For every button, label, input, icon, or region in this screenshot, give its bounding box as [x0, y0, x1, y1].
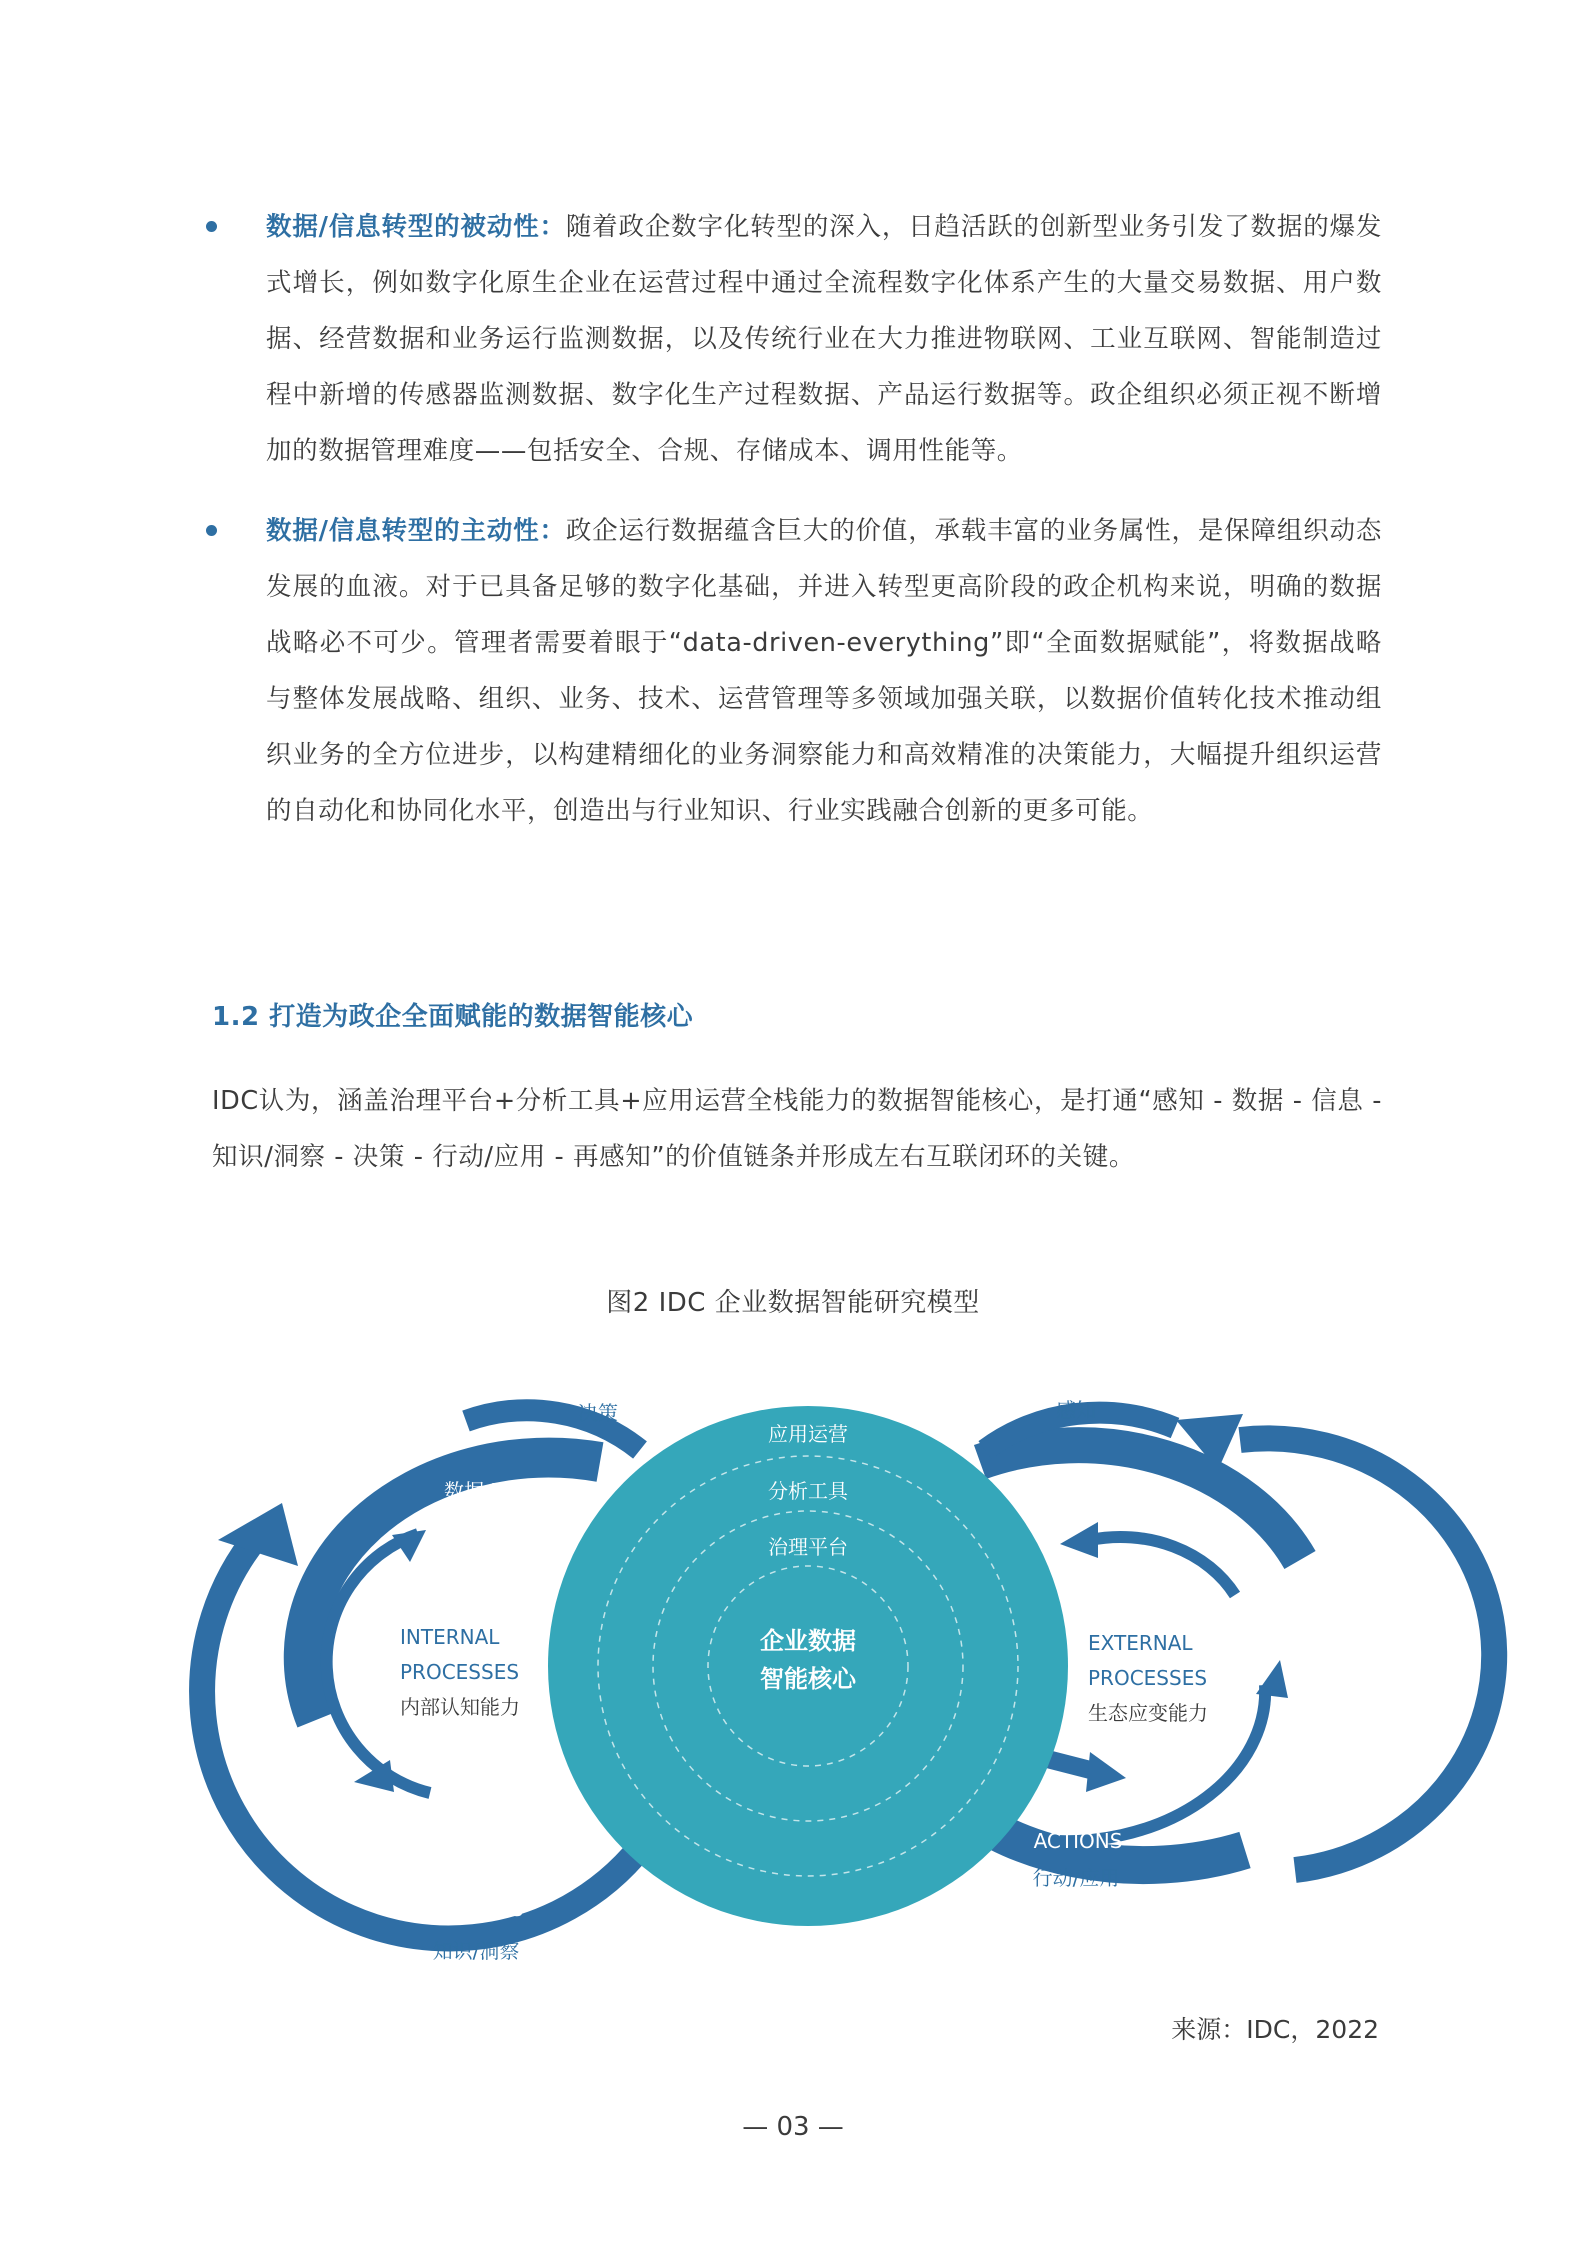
ring-label-governance: 治理平台 [768, 1535, 848, 1559]
actions-label: ACTIONS [1033, 1829, 1123, 1853]
right-outer-arc [1240, 1438, 1494, 1870]
bullet-text: 政企运行数据蕴含巨大的价值，承载丰富的业务属性，是保障组织动态发展的血液。对于已具备足够的数字化基础，并进入转型更高阶段的政企机构来说，明确的数据战略必不可少。管理者需要着眼于“data-driven-everything”即“全面数据赋能”，将数据战略与整体发展战略、组织、业务、技术、运营管理等多领域加强关联，以数据价值转化技术推动组织业务的全方位进步，以构建精细化的业务洞察能力和高效精准的决策能力，大幅提升组织运营的自动化和协同化水平，创造出与行业知识、行业实践融合创新的更多可能。 [266, 516, 1382, 826]
left-top-label: 决策 [578, 1401, 618, 1425]
right-inner-top-arc [1090, 1537, 1235, 1595]
idc-model-figure [0, 1380, 1586, 2000]
ring-label-analytics: 分析工具 [768, 1479, 848, 1503]
right-inner-up-arrowhead [1256, 1660, 1288, 1698]
core-label-line2: 智能核心 [760, 1665, 856, 1693]
bullet-passive [212, 199, 1382, 479]
bullet-active [212, 503, 1382, 839]
bullet-lead: 数据/信息转型的被动性： [266, 212, 566, 242]
bullet-paragraph [212, 199, 1382, 479]
bullet-dot [206, 221, 217, 232]
left-process-line2: PROCESSES [400, 1660, 520, 1684]
ring-label-operations: 应用运营 [768, 1422, 848, 1446]
core-label-line1: 企业数据 [760, 1627, 856, 1655]
left-process-line1: INTERNAL [400, 1625, 500, 1649]
insights-label: INSIGHTS [428, 1897, 524, 1921]
page-number: — 03 — [742, 2112, 844, 2142]
right-process-line3: 生态应变能力 [1088, 1701, 1208, 1725]
right-inner-bottom-arrowhead [1086, 1752, 1126, 1792]
left-data-label: 数据 DATA [444, 1479, 542, 1503]
section-title: 1.2 打造为政企全面赋能的数据智能核心 [212, 1002, 694, 1032]
right-process-line1: EXTERNAL [1088, 1631, 1193, 1655]
right-inner-top-arrowhead [1060, 1522, 1098, 1558]
bullet-lead: 数据/信息转型的主动性： [266, 516, 566, 546]
right-process-line2: PROCESSES [1088, 1666, 1208, 1690]
figure-caption: 图2 IDC 企业数据智能研究模型 [606, 1288, 980, 1318]
bullet-paragraph [212, 503, 1382, 839]
section-paragraph: IDC认为，涵盖治理平台+分析工具+应用运营全栈能力的数据智能核心，是打通“感知 - 数据 - 信息 - 知识/洞察 - 决策 - 行动/应用 - 再感知”的价值链条并形成左右互联闭环的关键。 [212, 1086, 1382, 1172]
bullet-dot [206, 525, 217, 536]
left-process-line3: 内部认知能力 [400, 1695, 520, 1719]
source-note: 来源：IDC，2022 [1171, 2015, 1379, 2044]
bullet-text: 随着政企数字化转型的深入，日趋活跃的创新型业务引发了数据的爆发式增长，例如数字化原生企业在运营过程中通过全流程数字化体系产生的大量交易数据、用户数据、经营数据和业务运行监测数据，以及传统行业在大力推进物联网、工业互联网、智能制造过程中新增的传感器监测数据、数字化生产过程数据、产品运行数据等。政企组织必须正视不断增加的数据管理难度——包括安全、合规、存储成本、调用性能等。 [266, 212, 1382, 466]
right-top-label: 感知 [1056, 1398, 1096, 1422]
insights-cn-label: 知识/洞察 [432, 1939, 520, 1963]
actions-cn-label: 行动/应用 [1032, 1866, 1120, 1890]
right-data-label: 数据 DATA [1079, 1479, 1177, 1503]
